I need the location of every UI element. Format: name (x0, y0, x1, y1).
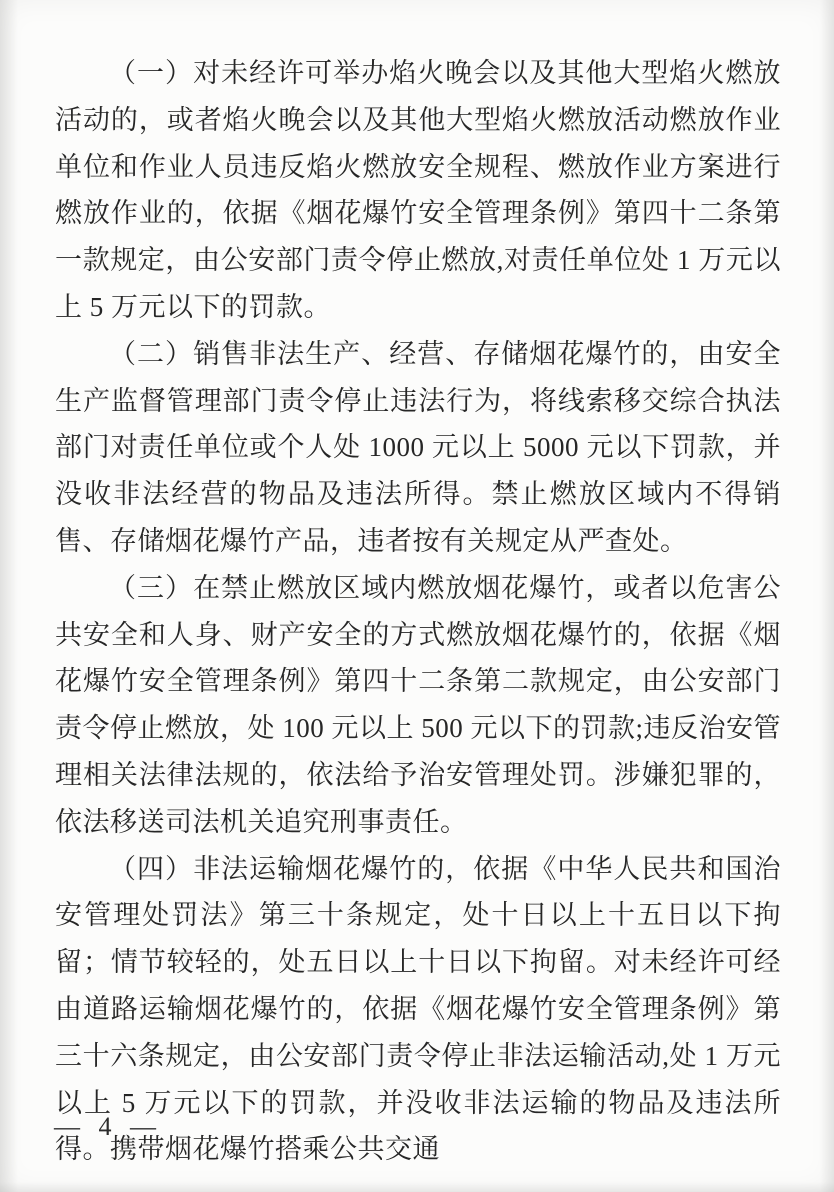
scan-edge-shadow-left (0, 0, 18, 1192)
paragraph-item-4: （四）非法运输烟花爆竹的，依据《中华人民共和国治安管理处罚法》第三十条规定，处十日以上十五日以下拘留；情节较轻的，处五日以上十日以下拘留。对未经许可经由道路运输烟花爆竹的，依据《烟花爆竹安全管理条例》第三十六条规定，由公安部门责令停止非法运输活动,处 1 万元以上 5 万元以下的罚款，并没收非法运输的物品及违法所得。携带烟花爆竹搭乘公共交通 (55, 853, 781, 1165)
paragraph-item-3: （三）在禁止燃放区域内燃放烟花爆竹，或者以危害公共安全和人身、财产安全的方式燃放烟花爆竹的，依据《烟花爆竹安全管理条例》第四十二条第二款规定，由公安部门责令停止燃放，处 100 元以上 500 元以下的罚款;违反治安管理相关法律法规的，依法给予治安管理处罚。涉嫌犯罪的，依法移送司法机关追究刑事责任。 (55, 572, 782, 837)
paragraph-item-2: （二）销售非法生产、经营、存储烟花爆竹的，由安全生产监督管理部门责令停止违法行为，将线索移交综合执法部门对责任单位或个人处 1000 元以上 5000 元以下罚款，并没收非法经营的物品及违法所得。禁止燃放区域内不得销售、存储烟花爆竹产品，违者按有关规定从严查处。 (55, 338, 781, 556)
scan-edge-shadow-bottom (0, 1182, 834, 1192)
document-body (55, 50, 781, 1173)
page-number: — 4 — (54, 1112, 162, 1141)
scan-edge-shadow-right (820, 0, 834, 1192)
paragraph-item-1: （一）对未经许可举办焰火晚会以及其他大型焰火燃放活动的，或者焰火晚会以及其他大型焰火燃放活动燃放作业单位和作业人员违反焰火燃放安全规程、燃放作业方案进行燃放作业的，依据《烟花爆竹安全管理条例》第四十二条第一款规定，由公安部门责令停止燃放,对责任单位处 1 万元以上 5 万元以下的罚款。 (55, 58, 781, 322)
